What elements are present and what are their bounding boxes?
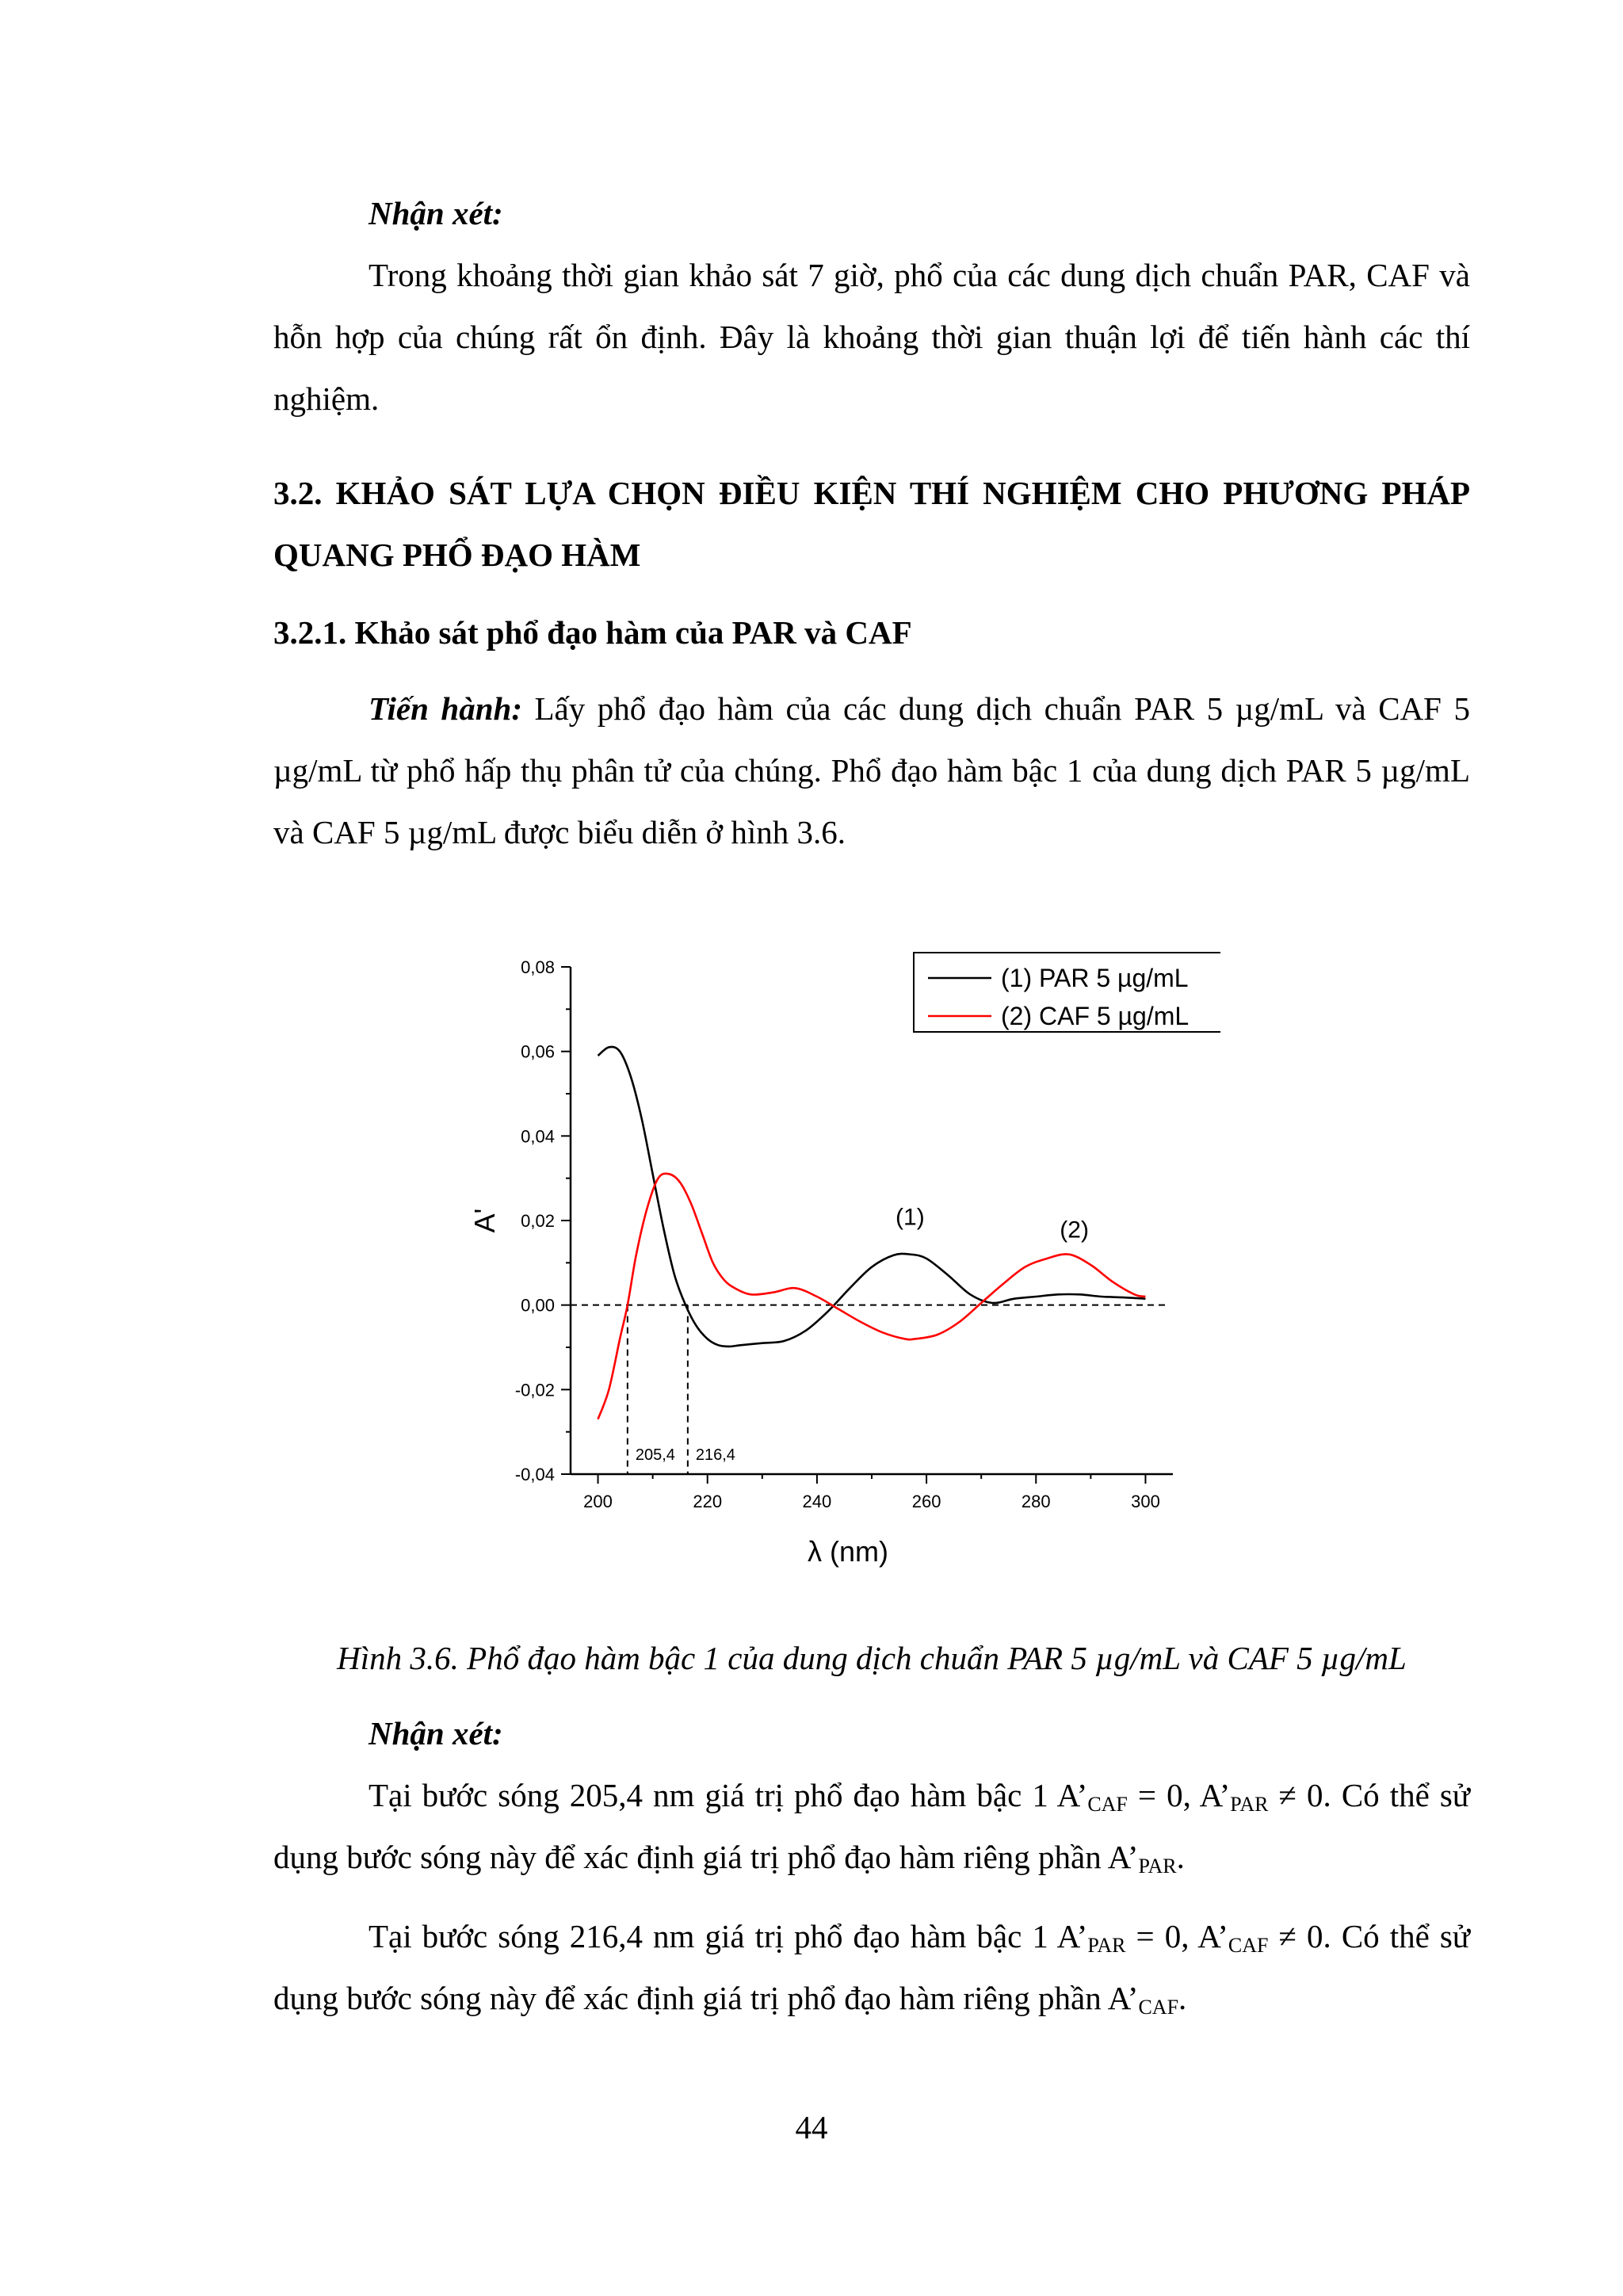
obs1-sub-2: PAR — [1230, 1793, 1269, 1816]
marker-label: 216,4 — [695, 1446, 735, 1464]
y-tick-label: 0,06 — [521, 1041, 555, 1062]
series-line-1 — [598, 1047, 1146, 1347]
procedure-paragraph — [273, 678, 1470, 863]
procedure-label: Tiến hành: — [369, 690, 522, 727]
y-tick-label: 0,00 — [521, 1295, 555, 1316]
obs1-text-a: Tại bước sóng 205,4 nm giá trị phổ đạo hàm bậc 1 A’ — [369, 1777, 1088, 1813]
subsection-heading — [273, 602, 1470, 663]
curve-annotation: (2) — [1060, 1217, 1089, 1244]
y-axis-label: A' — [468, 1208, 501, 1233]
obs1-text-d: . — [1176, 1839, 1185, 1875]
observation-1 — [273, 1764, 1470, 1888]
y-tick-label: 0,02 — [521, 1211, 555, 1231]
derivative-spectrum-chart — [428, 935, 1220, 1585]
y-tick-label: -0,02 — [514, 1380, 555, 1400]
curve-annotation: (1) — [896, 1204, 925, 1231]
obs2-text-b: = 0, A’ — [1125, 1918, 1228, 1954]
remark1-body: Trong khoảng thời gian khảo sát 7 giờ, phổ của các dung dịch chuẩn PAR, CAF và hỗn hợp của chúng rất ổn định. Đây là khoảng thời gian thuận lợi để tiến hành các thí nghiệm. — [273, 257, 1470, 417]
figure-caption: Hình 3.6. Phổ đạo hàm bậc 1 của dung dịch chuẩn PAR 5 µg/mL và CAF 5 µg/mL — [337, 1640, 1407, 1676]
x-axis-label: λ (nm) — [808, 1535, 888, 1568]
y-tick-label: 0,04 — [521, 1126, 555, 1147]
x-tick-label: 300 — [1131, 1492, 1160, 1511]
obs1-sub-3: PAR — [1138, 1855, 1177, 1878]
subsection-title: 3.2.1. Khảo sát phổ đạo hàm của PAR và CAF — [273, 614, 912, 651]
obs1-text-c: ≠ 0. Có thể sử dụng bước sóng này để xác định giá trị phổ đạo hàm riêng phần A’ — [273, 1777, 1470, 1875]
obs2-text-a: Tại bước sóng 216,4 nm giá trị phổ đạo hàm bậc 1 A’ — [369, 1918, 1088, 1954]
remark1 — [273, 182, 1470, 430]
page-number: 44 — [795, 2109, 828, 2145]
obs1-text-b: = 0, A’ — [1127, 1777, 1231, 1813]
procedure-body: Lấy phổ đạo hàm của các dung dịch chuẩn PAR 5 µg/mL và CAF 5 µg/mL từ phổ hấp thụ phân tử của chúng. Phổ đạo hàm bậc 1 của dung dịch PAR 5 µg/mL và CAF 5 µg/mL được biểu diễn ở hình 3.6. — [273, 690, 1470, 850]
obs2-text-d: . — [1178, 1980, 1187, 2016]
x-tick-label: 280 — [1021, 1492, 1051, 1511]
observation-2 — [273, 1905, 1470, 2029]
legend-label-2: (2) CAF 5 µg/mL — [1001, 1002, 1190, 1030]
figure-chart — [428, 935, 1220, 1605]
remark2-heading: Nhận xét: — [369, 1715, 503, 1752]
obs2-sub-3: CAF — [1138, 1996, 1179, 2019]
y-tick-label: -0,04 — [514, 1465, 555, 1484]
remark2 — [273, 1702, 1470, 2029]
y-tick-label: 0,08 — [521, 957, 555, 977]
x-tick-label: 260 — [911, 1492, 941, 1511]
obs2-sub-1: PAR — [1087, 1934, 1126, 1957]
series-line-2 — [598, 1174, 1146, 1419]
procedure — [273, 678, 1470, 863]
x-tick-label: 240 — [802, 1492, 832, 1511]
obs2-text-c: ≠ 0. Có thể sử dụng bước sóng này để xác định giá trị phổ đạo hàm riêng phần A’ — [273, 1918, 1470, 2016]
legend-label-1: (1) PAR 5 µg/mL — [1001, 964, 1189, 992]
obs2-sub-2: CAF — [1228, 1934, 1269, 1957]
marker-label: 205,4 — [635, 1446, 675, 1464]
x-tick-label: 200 — [583, 1492, 613, 1511]
section-heading — [273, 462, 1470, 586]
remark1-heading: Nhận xét: — [369, 195, 503, 231]
section-title: 3.2. KHẢO SÁT LỰA CHỌN ĐIỀU KIỆN THÍ NGHIỆM CHO PHƯƠNG PHÁP QUANG PHỔ ĐẠO HÀM — [273, 475, 1470, 573]
obs1-sub-1: CAF — [1087, 1793, 1128, 1816]
x-tick-label: 220 — [693, 1492, 723, 1511]
